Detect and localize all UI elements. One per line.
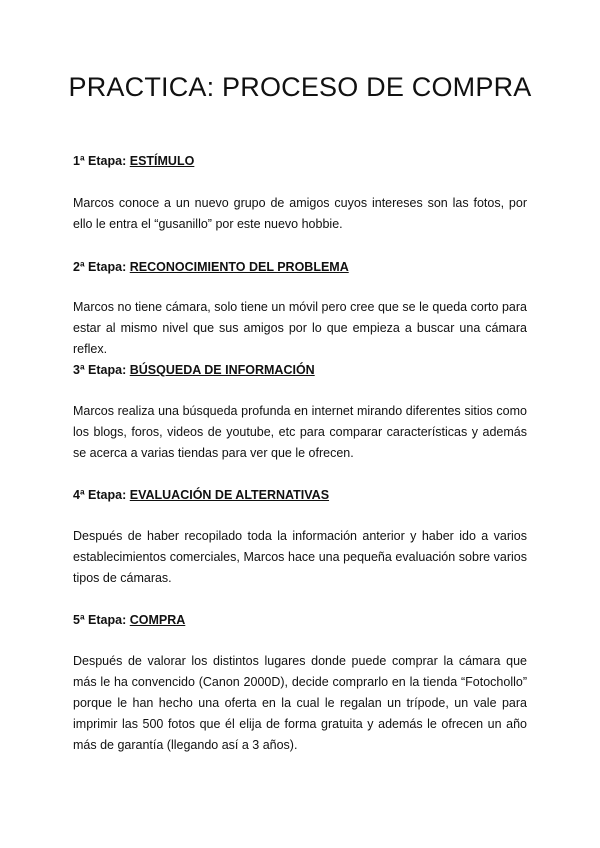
stage-5-paragraph-block: [73, 651, 527, 756]
stage-2-paragraph-block: [73, 297, 527, 360]
stage-2-prefix: 2ª Etapa:: [73, 260, 130, 274]
stage-4-prefix: 4ª Etapa:: [73, 488, 130, 502]
stage-2-paragraph: Marcos no tiene cámara, solo tiene un móvil pero cree que se le queda corto para estar al mismo nivel que sus amigos por lo que empieza a buscar una cámara reflex.: [73, 300, 527, 356]
stage-3-topic: BÚSQUEDA DE INFORMACIÓN: [129, 363, 315, 377]
stage-5-prefix: 5ª Etapa:: [73, 613, 130, 627]
stage-5-topic: COMPRA: [129, 613, 186, 627]
stage-1-prefix: 1ª Etapa:: [73, 154, 130, 168]
stage-5-paragraph: Después de valorar los distintos lugares donde puede comprar la cámara que más le ha convencido (Canon 2000D), decide comprarlo en la tienda “Fotochollo” porque le han hecho una oferta en la cual le regalan un trípode, un vale para imprimir las 500 fotos que él elija de forma gratuita y además le ofrecen un año más de garantía (llegando así a 3 años).: [73, 654, 527, 752]
stage-1-paragraph-block: [73, 193, 527, 235]
stage-3-prefix: 3ª Etapa:: [73, 363, 130, 377]
stage-4-paragraph: Después de haber recopilado toda la información anterior y haber ido a varios establecimientos comerciales, Marcos hace una pequeña evaluación sobre varios tipos de cámaras.: [73, 529, 527, 585]
stage-4-heading: [73, 487, 527, 503]
stage-2-topic: RECONOCIMIENTO DEL PROBLEMA: [129, 260, 349, 274]
stage-3-paragraph-block: [73, 401, 527, 464]
stage-4-paragraph-block: [73, 526, 527, 589]
stage-1-paragraph: Marcos conoce a un nuevo grupo de amigos cuyos intereses son las fotos, por ello le entra el “gusanillo” por este nuevo hobbie.: [73, 196, 527, 231]
document-title: PRACTICA: PROCESO DE COMPRA: [68, 72, 532, 102]
stage-3-paragraph: Marcos realiza una búsqueda profunda en internet mirando diferentes sitios como los blogs, foros, videos de youtube, etc para comparar características y además se acerca a varias tiendas para ver que le ofrecen.: [73, 404, 527, 460]
stage-2-heading: [73, 259, 527, 275]
stage-3-heading: [73, 362, 527, 378]
stage-5-heading: [73, 612, 527, 628]
stage-4-topic: EVALUACIÓN DE ALTERNATIVAS: [129, 488, 330, 502]
stage-1-topic: ESTÍMULO: [129, 154, 195, 168]
stage-1-heading: [73, 153, 527, 169]
